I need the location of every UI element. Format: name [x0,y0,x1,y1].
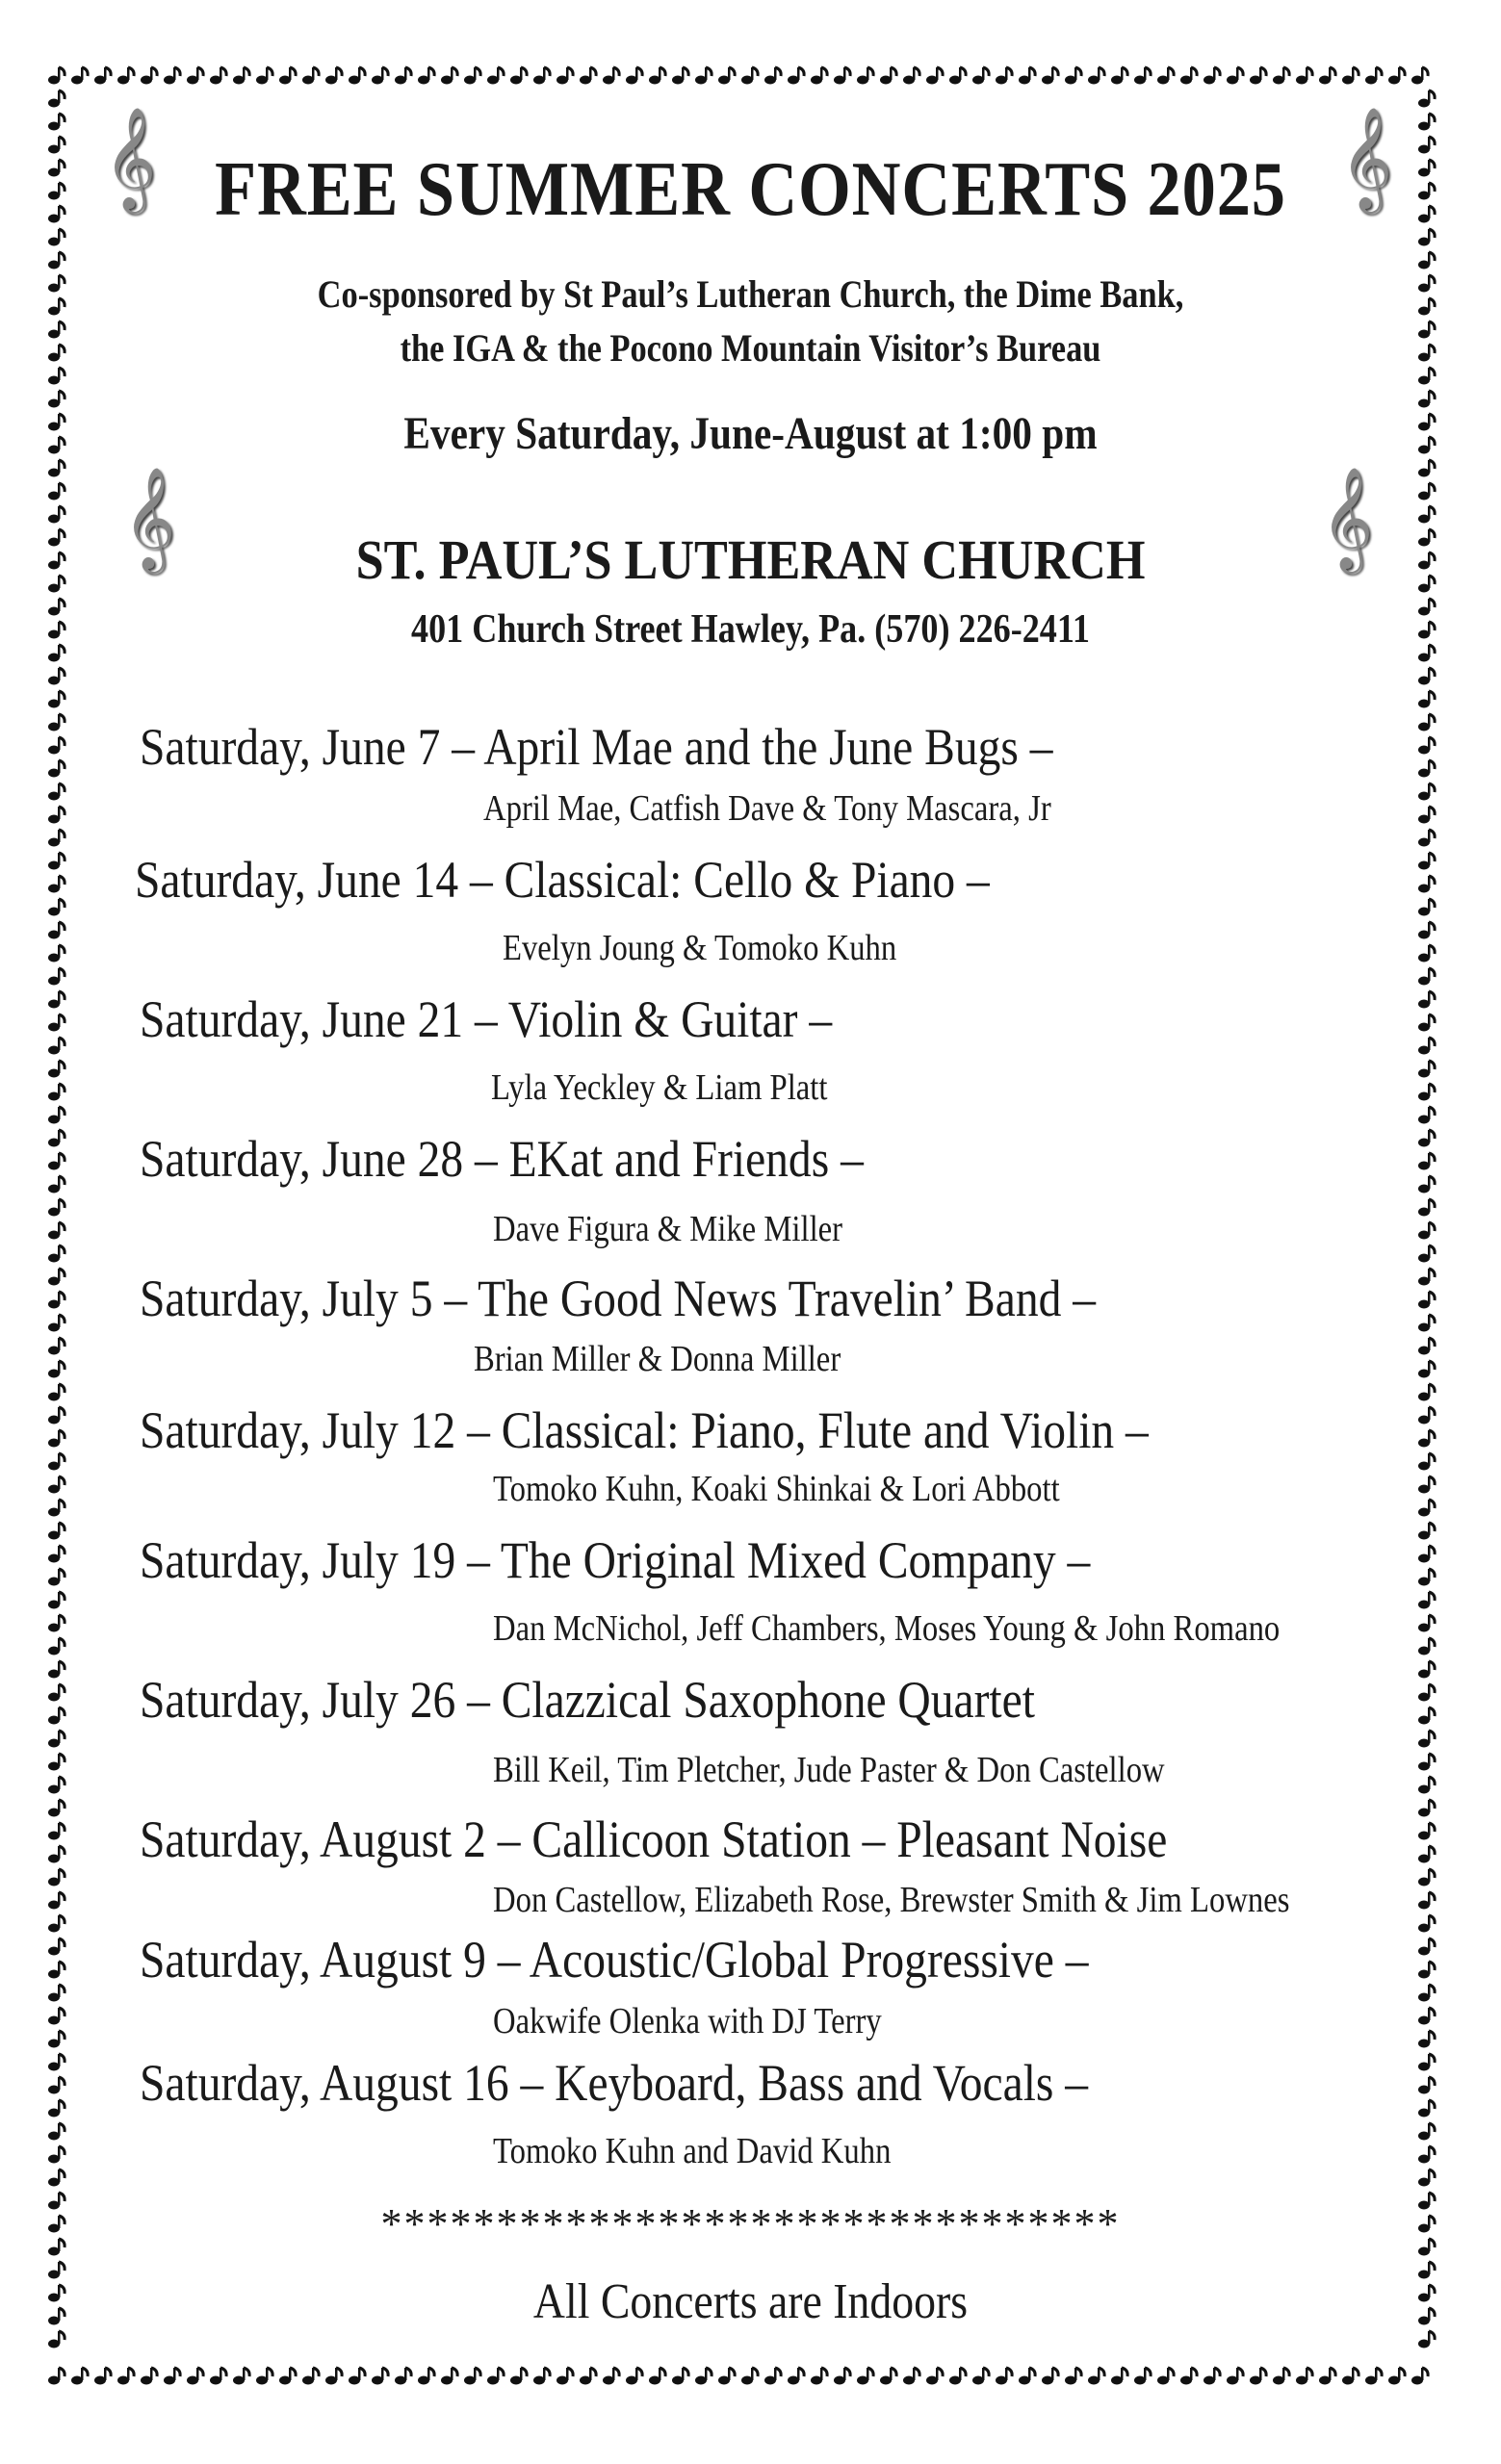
treble-clef-icon: 𝄞 [1321,466,1374,569]
concert-title: Saturday, July 26 – Clazzical Saxophone Quartet [140,1671,1035,1729]
concert-title: Saturday, August 16 – Keyboard, Bass and Vocals – [140,2054,1089,2112]
concert-title: Saturday, June 28 – EKat and Friends – [140,1130,864,1188]
treble-clef-icon: 𝄞 [1340,106,1393,209]
concert-performers: Oakwife Olenka with DJ Terry [493,2001,882,2041]
venue-address: 401 Church Street Hawley, Pa. (570) 226-2411 [411,607,1090,652]
concert-performers: Brian Miller & Donna Miller [474,1339,841,1379]
treble-clef-icon: 𝄞 [104,106,157,209]
treble-clef-icon: 𝄞 [123,466,176,569]
star-divider: ******************************** [380,2200,1121,2247]
concert-performers: Evelyn Joung & Tomoko Kuhn [503,928,897,968]
concert-performers: Bill Keil, Tim Pletcher, Jude Paster & Don Castellow [493,1750,1165,1790]
venue-name: ST. PAUL’S LUTHERAN CHURCH [355,528,1146,591]
concert-performers: Tomoko Kuhn and David Kuhn [493,2131,892,2171]
concert-title: Saturday, July 12 – Classical: Piano, Flute and Violin – [140,1401,1149,1459]
sponsor-text [105,268,1396,375]
concert-performers: Lyla Yeckley & Liam Platt [491,1067,828,1108]
page-title: FREE SUMMER CONCERTS 2025 [215,147,1286,232]
concert-performers: Dave Figura & Mike Miller [493,1209,843,1249]
concert-title: Saturday, July 5 – The Good News Travelin’ Band – [140,1270,1097,1327]
sponsor-line: the IGA & the Pocono Mountain Visitor’s Bureau [400,326,1101,370]
concert-title: Saturday, July 19 – The Original Mixed Company – [140,1531,1091,1589]
concert-performers: Dan McNichol, Jeff Chambers, Moses Young & John Romano [493,1608,1281,1649]
concert-title: Saturday, August 9 – Acoustic/Global Progressive – [140,1931,1089,1989]
concert-title: Saturday, August 2 – Callicoon Station – Pleasant Noise [140,1810,1168,1868]
concert-performers: Tomoko Kuhn, Koaki Shinkai & Lori Abbott [493,1469,1060,1509]
schedule-text: Every Saturday, June-August at 1:00 pm [403,408,1098,459]
concert-title: Saturday, June 14 – Classical: Cello & Piano – [135,851,990,909]
sponsor-line: Co-sponsored by St Paul’s Lutheran Church, the Dime Bank, [317,272,1184,316]
concert-title: Saturday, June 21 – Violin & Guitar – [140,990,833,1048]
footer-note: All Concerts are Indoors [532,2274,969,2329]
concert-performers: Don Castellow, Elizabeth Rose, Brewster Smith & Jim Lownes [493,1880,1290,1920]
concert-performers: April Mae, Catfish Dave & Tony Mascara, Jr [483,788,1051,829]
concert-title: Saturday, June 7 – April Mae and the June Bugs – [140,718,1053,776]
